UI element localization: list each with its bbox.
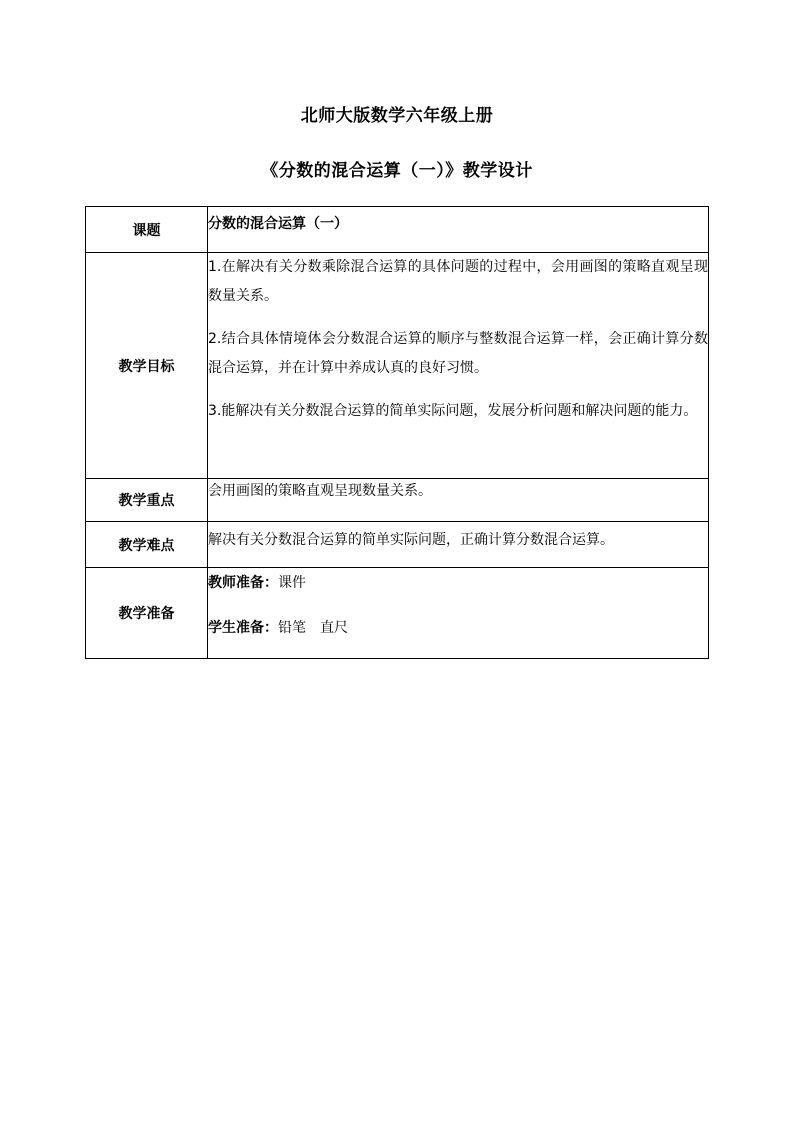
student-preparation-label: 学生准备： — [208, 620, 278, 636]
topic-value: 分数的混合运算（一） — [208, 216, 348, 232]
teacher-preparation — [208, 568, 708, 598]
teacher-preparation-value: 课件 — [278, 575, 306, 591]
document-title: 北师大版数学六年级上册 — [300, 106, 494, 126]
goals-cell — [208, 253, 709, 479]
key-points-cell — [208, 479, 709, 522]
student-preparation — [208, 613, 708, 643]
table-row-key-points — [86, 479, 709, 522]
table-row-goals — [86, 253, 709, 479]
table-row-topic — [86, 207, 709, 253]
teacher-preparation-label: 教师准备： — [208, 575, 278, 591]
student-preparation-value: 铅笔 直尺 — [278, 620, 348, 636]
difficulties-cell — [208, 522, 709, 568]
preparation-cell — [208, 568, 709, 659]
difficulties-value: 解决有关分数混合运算的简单实际问题，正确计算分数混合运算。 — [208, 532, 614, 548]
key-points-value: 会用画图的策略直观呈现数量关系。 — [208, 483, 432, 499]
topic-label: 课题 — [86, 207, 208, 253]
lesson-plan-table — [85, 206, 709, 659]
document-subtitle: 《分数的混合运算（一）》教学设计 — [261, 161, 533, 181]
table-row-preparation — [86, 568, 709, 659]
goal-item-1: 1.在解决有关分数乘除混合运算的具体问题的过程中，会用画图的策略直观呈现数量关系。 — [208, 259, 708, 304]
preparation-label: 教学准备 — [86, 568, 208, 659]
difficulties-label: 教学难点 — [86, 522, 208, 568]
key-points-label: 教学重点 — [86, 479, 208, 522]
goal-item-3: 3.能解决有关分数混合运算的简单实际问题，发展分析问题和解决问题的能力。 — [208, 403, 698, 419]
goal-item-2: 2.结合具体情境体会分数混合运算的顺序与整数混合运算一样，会正确计算分数混合运算，并在计算中养成认真的良好习惯。 — [208, 331, 708, 376]
topic-cell — [208, 207, 709, 253]
table-row-difficulties — [86, 522, 709, 568]
goals-label: 教学目标 — [86, 253, 208, 479]
